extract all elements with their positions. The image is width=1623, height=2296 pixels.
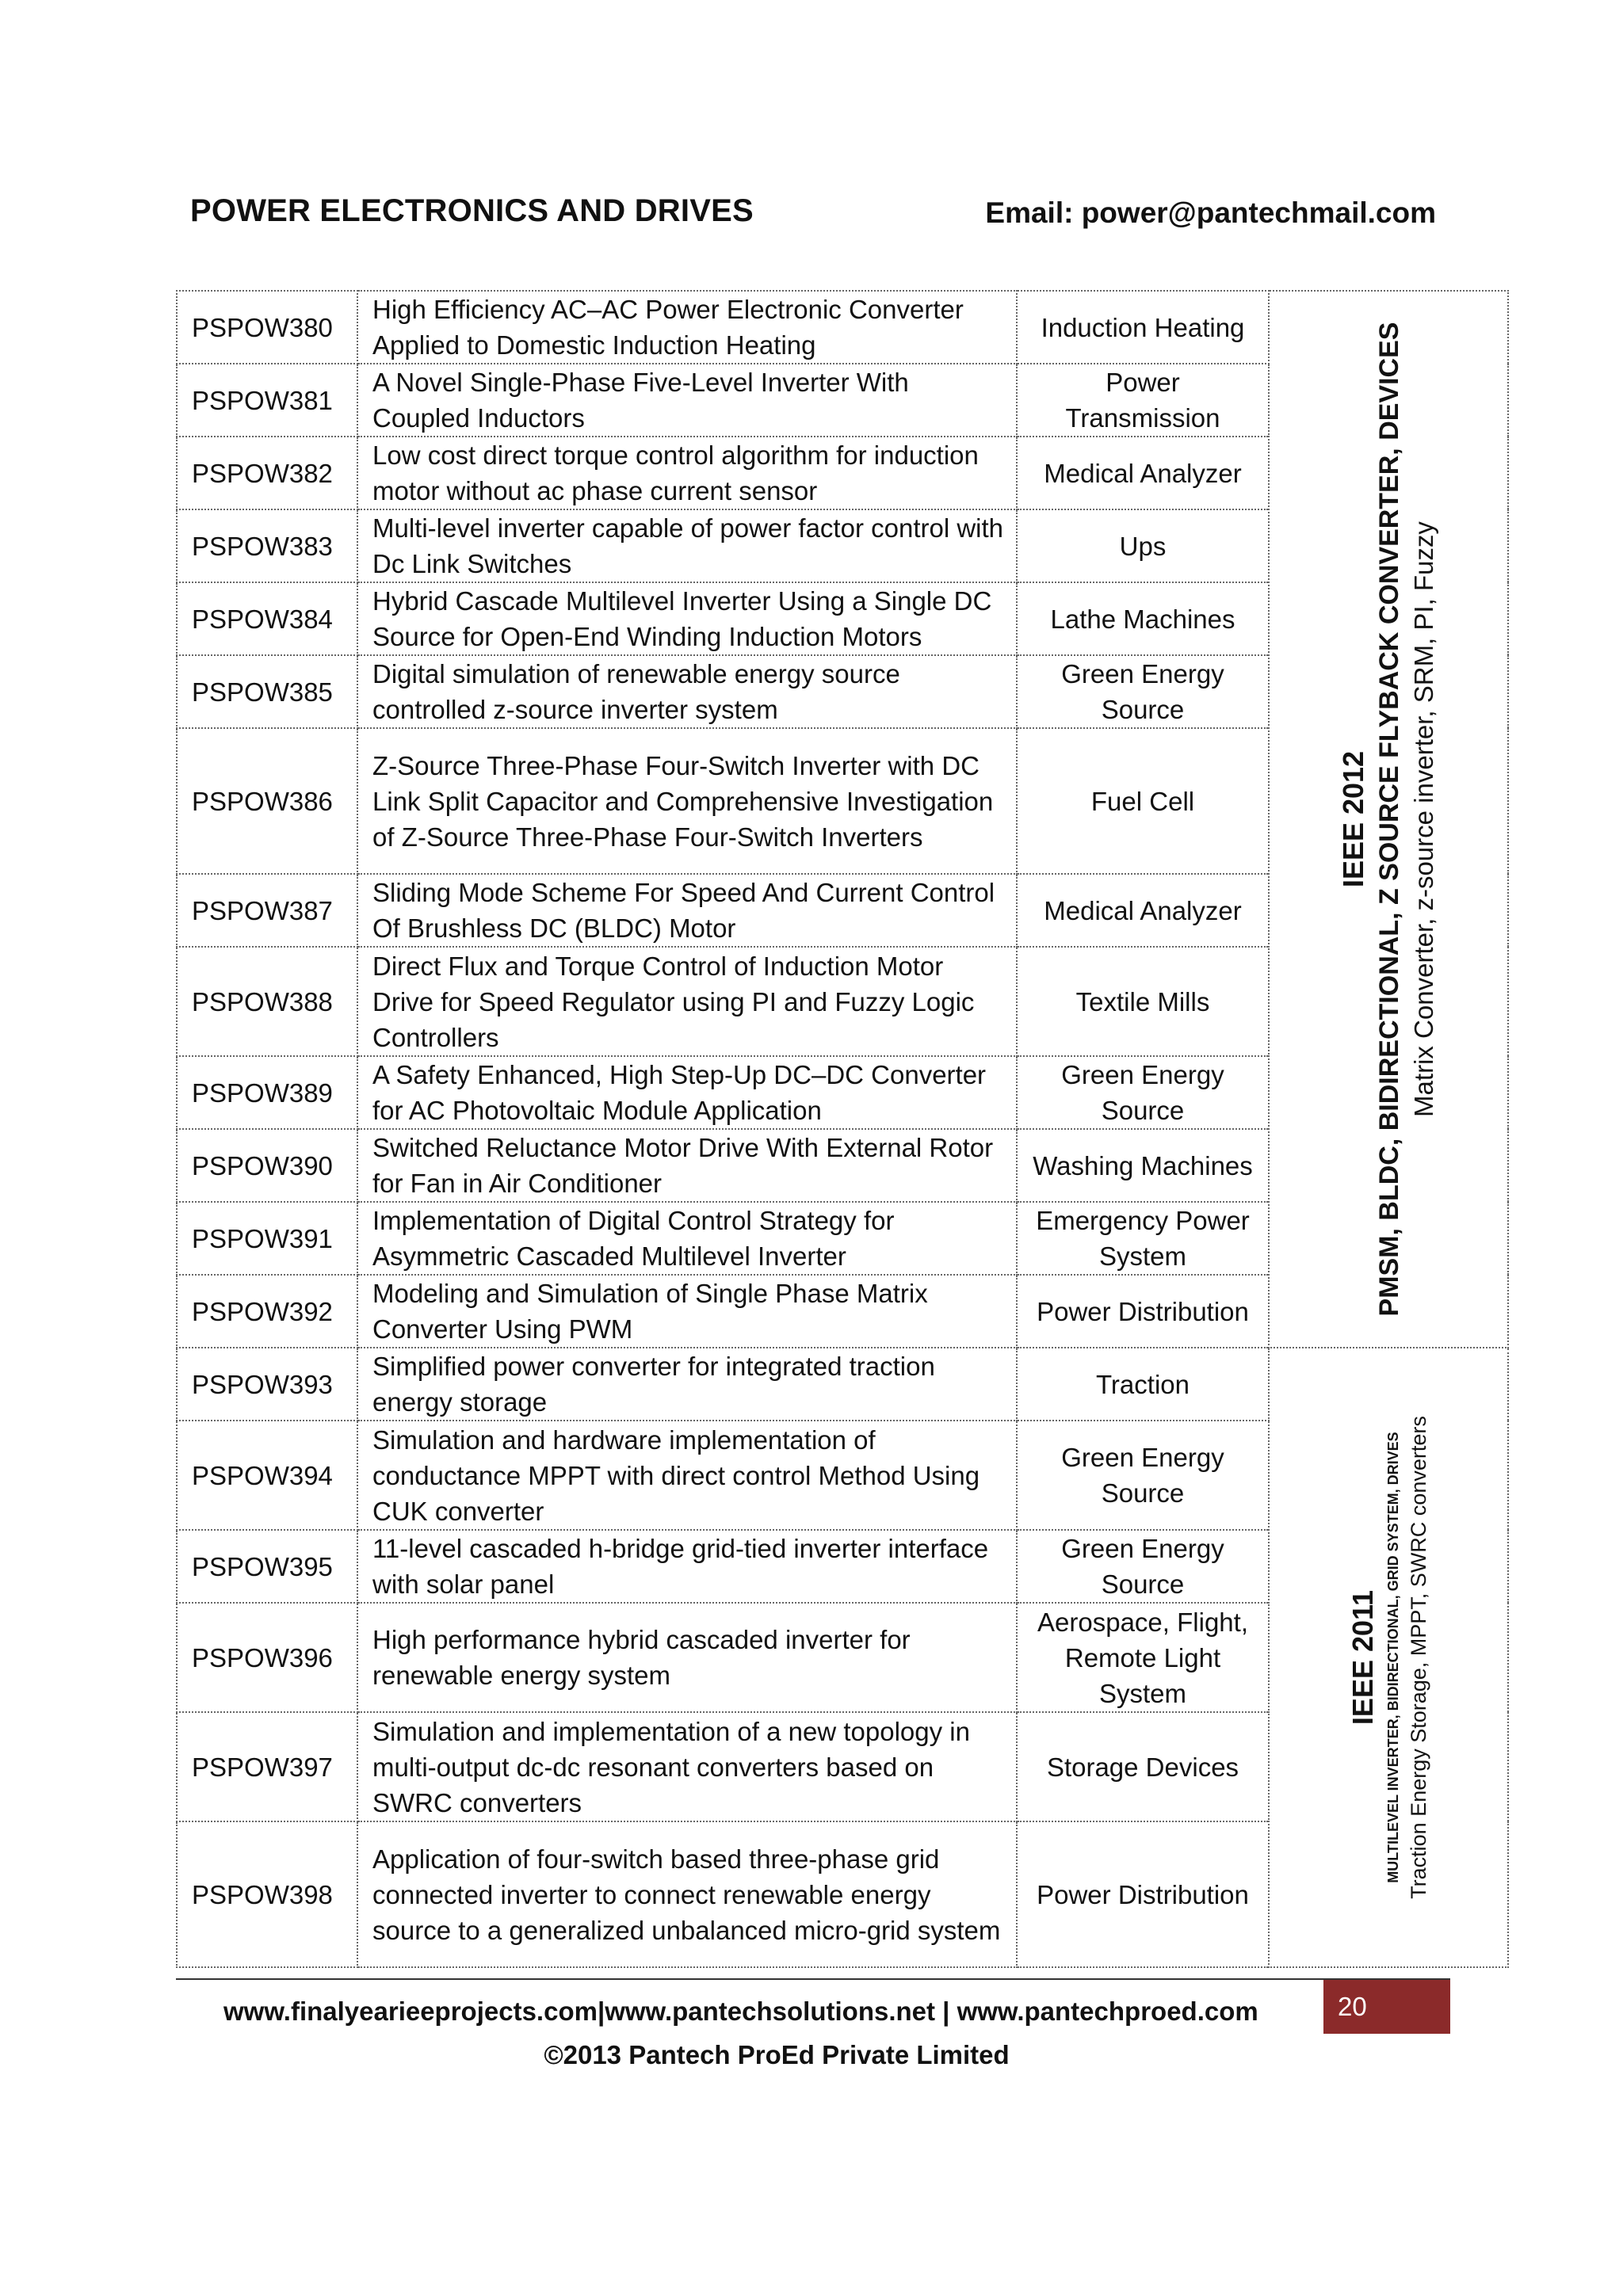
project-title: Multi-level inverter capable of power factor control with Dc Link Switches: [357, 509, 1017, 582]
project-title: Implementation of Digital Control Strategy for Asymmetric Cascaded Multilevel Inverter: [357, 1202, 1017, 1275]
project-application: Induction Heating: [1017, 291, 1269, 364]
project-title: Modeling and Simulation of Single Phase Matrix Converter Using PWM: [357, 1275, 1017, 1348]
project-code: PSPOW386: [177, 728, 357, 874]
project-title: Simulation and hardware implementation of conductance MPPT with direct control Method Using CUK converter: [357, 1421, 1017, 1530]
project-code: PSPOW395: [177, 1530, 357, 1603]
project-application: Textile Mills: [1017, 947, 1269, 1056]
project-code: PSPOW390: [177, 1129, 357, 1202]
project-application: Traction: [1017, 1348, 1269, 1421]
project-application: Medical Analyzer: [1017, 437, 1269, 509]
project-application: Fuel Cell: [1017, 728, 1269, 874]
project-code: PSPOW392: [177, 1275, 357, 1348]
project-application: Power Transmission: [1017, 364, 1269, 437]
project-application: Green Energy Source: [1017, 1530, 1269, 1603]
project-application: Green Energy Source: [1017, 1056, 1269, 1129]
group-topics: PMSM, BLDC, BIDIRECTIONAL, Z SOURCE FLYBACK CONVERTER, DEVICES: [1374, 322, 1404, 1317]
project-code: PSPOW384: [177, 582, 357, 655]
group-detail: Matrix Converter, z-source inverter, SRM, PI, Fuzzy: [1409, 521, 1438, 1117]
group-label-ieee-2012: [1269, 291, 1508, 1348]
group-topics: MULTILEVEL INVERTER, BIDIRECTIONAL, GRID SYSTEM, DRIVES: [1385, 1432, 1401, 1883]
project-title: 11-level cascaded h-bridge grid-tied inverter interface with solar panel: [357, 1530, 1017, 1603]
group-label-ieee-2011: [1269, 1348, 1508, 1967]
project-title: High Efficiency AC–AC Power Electronic Converter Applied to Domestic Induction Heating: [357, 291, 1017, 364]
project-title: A Safety Enhanced, High Step-Up DC–DC Converter for AC Photovoltaic Module Application: [357, 1056, 1017, 1129]
project-title: Switched Reluctance Motor Drive With External Rotor for Fan in Air Conditioner: [357, 1129, 1017, 1202]
project-application: Medical Analyzer: [1017, 874, 1269, 947]
project-code: PSPOW381: [177, 364, 357, 437]
project-application: Green Energy Source: [1017, 655, 1269, 728]
project-title: Simulation and implementation of a new topology in multi-output dc-dc resonant converters based on SWRC converters: [357, 1712, 1017, 1821]
project-code: PSPOW393: [177, 1348, 357, 1421]
group-detail: Traction Energy Storage, MPPT, SWRC converters: [1407, 1416, 1430, 1899]
page-number-badge: 20: [1323, 1980, 1450, 2034]
project-application: Storage Devices: [1017, 1712, 1269, 1821]
project-code: PSPOW396: [177, 1603, 357, 1712]
footer-websites: www.finalyearieeprojects.com|www.pantechsolutions.net | www.pantechproed.com: [223, 1997, 1258, 2026]
project-application: Power Distribution: [1017, 1821, 1269, 1967]
project-application: Ups: [1017, 509, 1269, 582]
project-application: Washing Machines: [1017, 1129, 1269, 1202]
project-title: Low cost direct torque control algorithm for induction motor without ac phase current sensor: [357, 437, 1017, 509]
project-code: PSPOW391: [177, 1202, 357, 1275]
project-application: Green Energy Source: [1017, 1421, 1269, 1530]
page-header: [190, 193, 1436, 241]
table-row: [177, 1348, 1508, 1421]
project-title: Z-Source Three-Phase Four-Switch Inverter with DC Link Split Capacitor and Comprehensive Investigation of Z-Source Three-Phase Four-Switch Inverters: [357, 728, 1017, 874]
project-title: Digital simulation of renewable energy source controlled z-source inverter system: [357, 655, 1017, 728]
group-year: IEEE 2011: [1346, 1589, 1379, 1726]
project-code: PSPOW397: [177, 1712, 357, 1821]
project-code: PSPOW398: [177, 1821, 357, 1967]
project-title: A Novel Single-Phase Five-Level Inverter With Coupled Inductors: [357, 364, 1017, 437]
project-application: Aerospace, Flight, Remote Light System: [1017, 1603, 1269, 1712]
project-application: Power Distribution: [1017, 1275, 1269, 1348]
document-title: POWER ELECTRONICS AND DRIVES: [190, 193, 754, 228]
group-year: IEEE 2012: [1337, 750, 1369, 888]
project-title: Simplified power converter for integrated traction energy storage: [357, 1348, 1017, 1421]
project-code: PSPOW388: [177, 947, 357, 1056]
footer-divider: [176, 1978, 1450, 1980]
project-title: Application of four-switch based three-phase grid connected inverter to connect renewable energy source to a generalized unbalanced micro-grid system: [357, 1821, 1017, 1967]
project-code: PSPOW385: [177, 655, 357, 728]
project-application: Lathe Machines: [1017, 582, 1269, 655]
project-code: PSPOW389: [177, 1056, 357, 1129]
project-code: PSPOW382: [177, 437, 357, 509]
project-table: [176, 290, 1509, 1968]
project-application: Emergency Power System: [1017, 1202, 1269, 1275]
project-code: PSPOW380: [177, 291, 357, 364]
project-code: PSPOW383: [177, 509, 357, 582]
contact-email: Email: power@pantechmail.com: [985, 196, 1436, 229]
project-title: Sliding Mode Scheme For Speed And Current Control Of Brushless DC (BLDC) Motor: [357, 874, 1017, 947]
footer-copyright: ©2013 Pantech ProEd Private Limited: [544, 2040, 1010, 2069]
project-code: PSPOW387: [177, 874, 357, 947]
table-row: [177, 291, 1508, 364]
project-title: Hybrid Cascade Multilevel Inverter Using a Single DC Source for Open-End Winding Induction Motors: [357, 582, 1017, 655]
project-title: High performance hybrid cascaded inverter for renewable energy system: [357, 1603, 1017, 1712]
project-title: Direct Flux and Torque Control of Induction Motor Drive for Speed Regulator using PI and Fuzzy Logic Controllers: [357, 947, 1017, 1056]
project-code: PSPOW394: [177, 1421, 357, 1530]
